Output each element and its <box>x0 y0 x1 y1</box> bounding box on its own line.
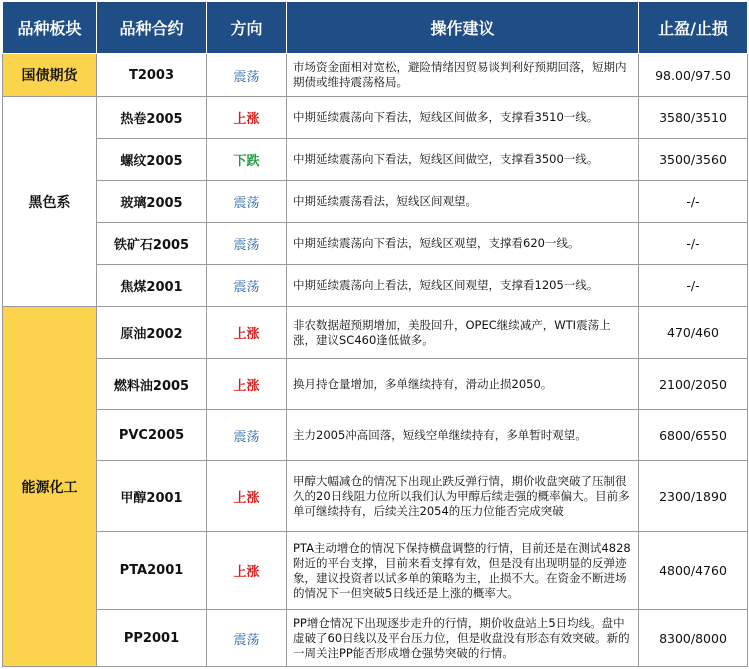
stop-cell: -/- <box>639 265 748 307</box>
direction-cell: 震荡 <box>207 410 287 461</box>
direction-cell: 震荡 <box>207 223 287 265</box>
advice-cell: 换月持仓量增加，多单继续持有，滑动止损2050。 <box>287 359 639 410</box>
advice-cell: 市场资金面相对宽松，避险情绪因贸易谈判利好预期回落，短期内期债或维持震荡格局。 <box>287 54 639 97</box>
contract-cell: 燃料油2005 <box>97 359 207 410</box>
contract-cell: 热卷2005 <box>97 97 207 139</box>
advice-cell: 非农数据超预期增加，美股回升，OPEC继续减产，WTI震荡上涨，建议SC460逢低做多。 <box>287 307 639 359</box>
table-row <box>3 54 748 97</box>
stop-cell: 2300/1890 <box>639 461 748 532</box>
direction-cell: 上涨 <box>207 97 287 139</box>
advice-cell: 中期延续震荡向下看法，短线区观望，支撑看620一线。 <box>287 223 639 265</box>
sector-energy: 能源化工 <box>3 307 97 667</box>
contract-cell: PP2001 <box>97 610 207 667</box>
stop-cell: 8300/8000 <box>639 610 748 667</box>
direction-cell: 震荡 <box>207 610 287 667</box>
table-row <box>3 532 748 610</box>
contract-cell: 原油2002 <box>97 307 207 359</box>
advice-cell: PTA主动增仓的情况下保持横盘调整的行情，目前还是在测试4828附近的平台支撑，目前来看支撑有效，但是没有出现明显的反弹迹象，建议投资者以试多单的策略为主，止损不大。在资金不断进场的情况下一但突破5日线还是上涨的概率大。 <box>287 532 639 610</box>
table-row <box>3 307 748 359</box>
sector-bond: 国债期货 <box>3 54 97 97</box>
stop-cell: 2100/2050 <box>639 359 748 410</box>
header-advice: 操作建议 <box>287 2 639 54</box>
advice-cell: PP增仓情况下出现逐步走升的行情，期价收盘站上5日均线。盘中虚破了60日线以及平台压力位，但是收盘没有形态有效突破。新的一周关注PP能否形成增仓强势突破的行情。 <box>287 610 639 667</box>
header-row <box>3 2 748 54</box>
direction-cell: 上涨 <box>207 461 287 532</box>
strategy-table <box>2 1 748 667</box>
direction-cell: 上涨 <box>207 307 287 359</box>
header-stop: 止盈/止损 <box>639 2 748 54</box>
sector-black: 黑色系 <box>3 97 97 307</box>
stop-cell: 98.00/97.50 <box>639 54 748 97</box>
direction-cell: 震荡 <box>207 54 287 97</box>
contract-cell: 铁矿石2005 <box>97 223 207 265</box>
advice-cell: 主力2005冲高回落，短线空单继续持有，多单暂时观望。 <box>287 410 639 461</box>
direction-cell: 震荡 <box>207 181 287 223</box>
stop-cell: 3500/3560 <box>639 139 748 181</box>
contract-cell: 焦煤2001 <box>97 265 207 307</box>
table-row <box>3 610 748 667</box>
advice-cell: 中期延续震荡看法，短线区间观望。 <box>287 181 639 223</box>
table-row <box>3 223 748 265</box>
table-row <box>3 461 748 532</box>
direction-cell: 上涨 <box>207 359 287 410</box>
table-row <box>3 181 748 223</box>
table-row <box>3 410 748 461</box>
stop-cell: -/- <box>639 223 748 265</box>
table-row <box>3 265 748 307</box>
table-row <box>3 359 748 410</box>
contract-cell: T2003 <box>97 54 207 97</box>
direction-cell: 下跌 <box>207 139 287 181</box>
stop-cell: 6800/6550 <box>639 410 748 461</box>
header-contract: 品种合约 <box>97 2 207 54</box>
stop-cell: 4800/4760 <box>639 532 748 610</box>
direction-cell: 震荡 <box>207 265 287 307</box>
contract-cell: PTA2001 <box>97 532 207 610</box>
advice-cell: 中期延续震荡向下看法，短线区间做多，支撑看3510一线。 <box>287 97 639 139</box>
advice-cell: 中期延续震荡向上看法，短线区间观望，支撑看1205一线。 <box>287 265 639 307</box>
stop-cell: 470/460 <box>639 307 748 359</box>
contract-cell: 螺纹2005 <box>97 139 207 181</box>
table-row <box>3 97 748 139</box>
advice-cell: 甲醇大幅减仓的情况下出现止跌反弹行情，期价收盘突破了压制很久的20日线阻力位所以我们认为甲醇后续走强的概率偏大。目前多单可继续持有，后续关注2054的压力位能否完成突破 <box>287 461 639 532</box>
contract-cell: 甲醇2001 <box>97 461 207 532</box>
contract-cell: PVC2005 <box>97 410 207 461</box>
header-direction: 方向 <box>207 2 287 54</box>
stop-cell: 3580/3510 <box>639 97 748 139</box>
header-sector: 品种板块 <box>3 2 97 54</box>
contract-cell: 玻璃2005 <box>97 181 207 223</box>
advice-cell: 中期延续震荡向下看法，短线区间做空，支撑看3500一线。 <box>287 139 639 181</box>
stop-cell: -/- <box>639 181 748 223</box>
table-row <box>3 139 748 181</box>
direction-cell: 上涨 <box>207 532 287 610</box>
